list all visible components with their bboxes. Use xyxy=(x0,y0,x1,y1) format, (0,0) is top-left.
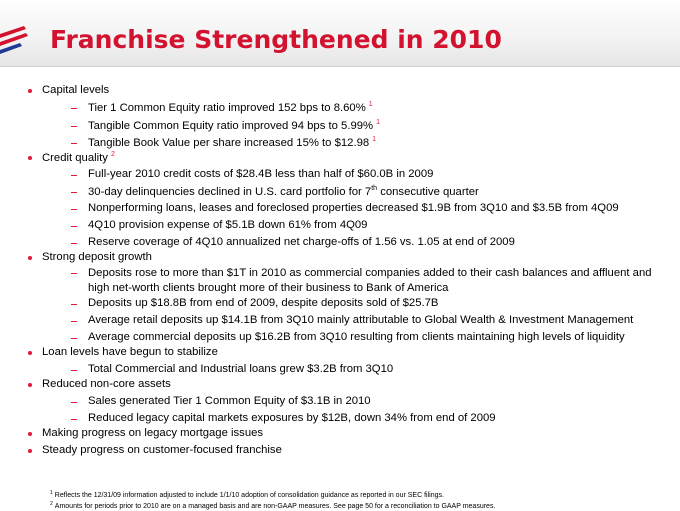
bullet-deposit-growth xyxy=(42,251,152,263)
bullet-dot-icon xyxy=(28,432,32,436)
sub-bullet-text: Deposits up $18.8B from end of 2009, despite deposits sold of $25.7B xyxy=(88,297,439,309)
ordinal-suffix: th xyxy=(371,185,378,192)
sub-bullet-text: Tangible Common Equity ratio improved 94 bps to 5.99% xyxy=(88,120,374,132)
sub-bullet xyxy=(88,236,515,248)
sub-bullet xyxy=(88,101,373,114)
sub-bullet-text: Reserve coverage of 4Q10 annualized net charge-offs of 1.56 vs. 1.05 at end of 2009 xyxy=(88,236,515,248)
sub-bullet-text: Average commercial deposits up $16.2B from 3Q10 resulting from clients maintaining high levels of liquidity xyxy=(88,331,625,343)
dash-icon xyxy=(71,402,77,403)
sub-bullet-text: Nonperforming loans, leases and foreclosed properties decreased $1.9B from 3Q10 and $3.5B from 4Q09 xyxy=(88,202,619,214)
footnotes xyxy=(50,489,495,511)
footnote-ref: 2 xyxy=(110,151,115,158)
footnote-1 xyxy=(50,489,495,500)
sub-bullet xyxy=(88,314,633,326)
bank-logo-flag-icon xyxy=(0,24,30,64)
dash-icon xyxy=(71,143,77,144)
dash-icon xyxy=(71,209,77,210)
bullet-dot-icon xyxy=(28,256,32,260)
sub-bullet xyxy=(88,395,371,407)
sub-bullet xyxy=(88,119,380,132)
sub-bullet-text: Tier 1 Common Equity ratio improved 152 bps to 8.60% xyxy=(88,102,366,114)
bullet-label: Making progress on legacy mortgage issues xyxy=(42,427,264,439)
dash-icon xyxy=(71,304,77,305)
sub-bullet xyxy=(88,412,496,424)
sub-bullet-text: Reduced legacy capital markets exposures by $12B, down 34% from end of 2009 xyxy=(88,412,496,424)
footnote-text: Amounts for periods prior to 2010 are on a managed basis and are non-GAAP measures. See page 50 for a reconciliation to GAAP measures. xyxy=(54,503,496,510)
sub-bullet-text: Average retail deposits up $14.1B from 3Q10 mainly attributable to Global Wealth & Investment Management xyxy=(88,314,634,326)
footnote-ref: 1 xyxy=(376,119,380,126)
sub-bullet xyxy=(88,185,479,198)
sub-bullet xyxy=(88,266,663,296)
dash-icon xyxy=(71,338,77,339)
footnote-text: Reflects the 12/31/09 information adjusted to include 1/1/10 adoption of consolidation guidance as reported in our SEC filings. xyxy=(54,492,444,499)
dash-icon xyxy=(71,370,77,371)
slide-title: Franchise Strengthened in 2010 xyxy=(50,25,502,54)
footnote-number: 2 xyxy=(50,501,53,507)
dash-icon xyxy=(71,226,77,227)
dash-icon xyxy=(71,126,77,127)
footnote-ref: 1 xyxy=(368,101,373,108)
bullet-dot-icon xyxy=(28,89,32,93)
sub-bullet xyxy=(88,331,625,343)
sub-bullet-text: Deposits rose to more than $1T in 2010 as commercial companies added to their cash balances and affluent and high net-worth clients brought more of their business to Bank of America xyxy=(88,267,652,294)
dash-icon xyxy=(71,273,77,274)
sub-bullet-text-pre: 30-day delinquencies declined in U.S. card portfolio for 7 xyxy=(88,186,372,198)
sub-bullet-text: Tangible Book Value per share increased 15% to $12.98 xyxy=(88,137,370,149)
sub-bullet xyxy=(88,297,438,309)
bullet-label: Loan levels have begun to stabilize xyxy=(42,346,218,358)
bullet-credit-quality xyxy=(42,151,115,164)
bullet-non-core-assets xyxy=(42,378,171,390)
dash-icon xyxy=(71,321,77,322)
dash-icon xyxy=(71,108,77,109)
footnote-number: 1 xyxy=(50,490,53,496)
footnote-ref: 1 xyxy=(372,136,377,143)
bullet-dot-icon xyxy=(28,449,32,453)
bullet-dot-icon xyxy=(28,383,32,387)
sub-bullet-text-post: consecutive quarter xyxy=(377,186,479,198)
bullet-label: Credit quality xyxy=(42,152,108,164)
sub-bullet xyxy=(88,202,619,214)
sub-bullet xyxy=(88,168,433,180)
slide-header xyxy=(0,0,680,67)
bullet-label: Reduced non-core assets xyxy=(42,378,171,390)
bullet-label: Capital levels xyxy=(42,84,110,96)
sub-bullet-text: 4Q10 provision expense of $5.1B down 61% from 4Q09 xyxy=(88,219,368,231)
bullet-capital-levels xyxy=(42,84,109,96)
bullet-legacy-mortgage xyxy=(42,427,263,439)
bullet-dot-icon xyxy=(28,351,32,355)
dash-icon xyxy=(71,175,77,176)
sub-bullet xyxy=(88,363,393,375)
sub-bullet xyxy=(88,136,376,149)
sub-bullet-text: Total Commercial and Industrial loans grew $3.2B from 3Q10 xyxy=(88,363,394,375)
dash-icon xyxy=(71,243,77,244)
sub-bullet-text: Full-year 2010 credit costs of $28.4B less than half of $60.0B in 2009 xyxy=(88,168,434,180)
bullet-label: Strong deposit growth xyxy=(42,251,152,263)
bullet-dot-icon xyxy=(28,156,32,160)
sub-bullet xyxy=(88,219,367,231)
bullet-loan-levels xyxy=(42,346,218,358)
bullet-label: Steady progress on customer-focused franchise xyxy=(42,444,282,456)
sub-bullet-text: Sales generated Tier 1 Common Equity of $3.1B in 2010 xyxy=(88,395,371,407)
bullet-customer-franchise xyxy=(42,444,282,456)
dash-icon xyxy=(71,192,77,193)
footnote-2 xyxy=(50,500,495,511)
dash-icon xyxy=(71,419,77,420)
